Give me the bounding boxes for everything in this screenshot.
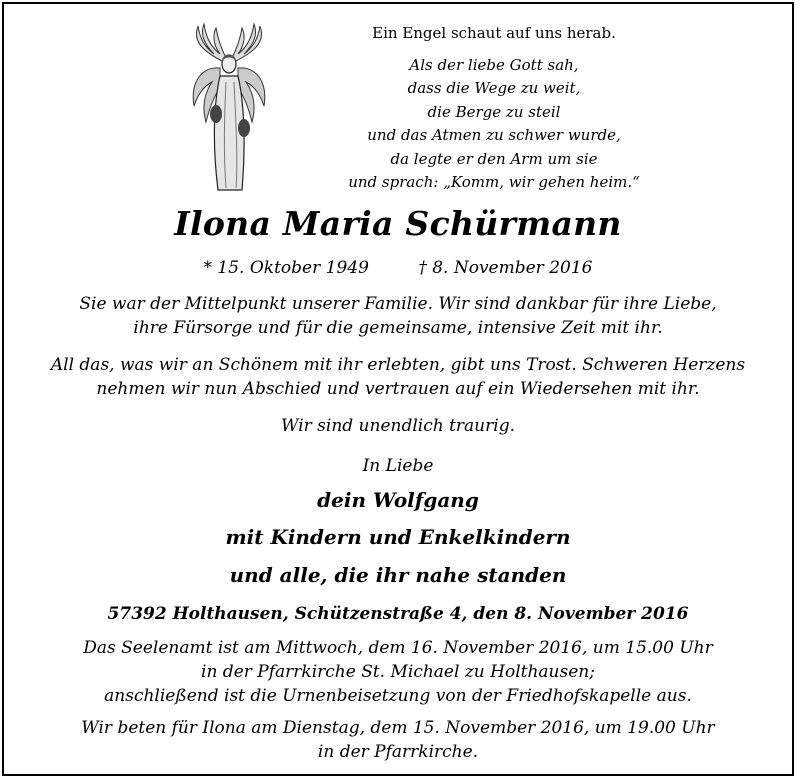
signoff-intro: In Liebe <box>362 456 434 476</box>
poem-line: Als der liebe Gott sah, <box>409 55 579 74</box>
deceased-name: Ilona Maria Schürmann <box>174 204 622 243</box>
place-and-date: 57392 Holthausen, Schützenstraße 4, den 8. November 2016 <box>107 604 689 624</box>
text-line: in der Pfarrkirche St. Michael zu Holthausen; <box>201 662 595 682</box>
poem-line: die Berge zu steil <box>427 102 561 121</box>
tribute-paragraph-3: Wir sind unendlich traurig. <box>281 416 515 436</box>
tribute-paragraph-2 <box>4 353 792 401</box>
poem-line: da legte er den Arm um sie <box>390 149 598 168</box>
text-line: anschließend ist die Urnenbeisetzung von der Friedhofskapelle aus. <box>104 686 692 706</box>
signoff-line-3: und alle, die ihr nahe standen <box>229 563 567 587</box>
text-line: All das, was wir an Schönem mit ihr erlebten, gibt uns Trost. Schweren Herzens <box>50 355 746 375</box>
tribute-paragraph-1 <box>4 292 792 340</box>
text-line: Wir beten für Ilona am Dienstag, dem 15. November 2016, um 19.00 Uhr <box>81 718 715 738</box>
text-line: Das Seelenamt ist am Mittwoch, dem 16. November 2016, um 15.00 Uhr <box>83 638 713 658</box>
poem-line: und das Atmen zu schwer wurde, <box>367 126 621 144</box>
services-paragraph-2 <box>4 716 792 764</box>
death-date: † 8. November 2016 <box>418 258 593 278</box>
birth-date: * 15. Oktober 1949 <box>203 258 369 278</box>
text-line: Sie war der Mittelpunkt unserer Familie. Wir sind dankbar für ihre Liebe, <box>79 294 717 314</box>
life-dates <box>4 258 792 278</box>
text-line: in der Pfarrkirche. <box>317 742 479 762</box>
signoff-line-2: mit Kindern und Enkelkindern <box>225 525 571 549</box>
angel-icon <box>184 22 274 194</box>
text-line: nehmen wir nun Abschied und vertrauen auf ein Wiedersehen mit ihr. <box>96 379 700 399</box>
poem-intro: Ein Engel schaut auf uns herab. <box>372 24 616 42</box>
text-line: ihre Fürsorge und für die gemeinsame, intensive Zeit mit ihr. <box>133 318 663 338</box>
poem <box>304 22 684 195</box>
signoff-line-1: dein Wolfgang <box>317 488 479 512</box>
services-paragraph-1 <box>4 636 792 708</box>
obituary-notice <box>2 2 794 776</box>
poem-line: dass die Wege zu weit, <box>407 79 581 97</box>
poem-line: und sprach: „Komm, wir gehen heim.“ <box>348 173 640 191</box>
